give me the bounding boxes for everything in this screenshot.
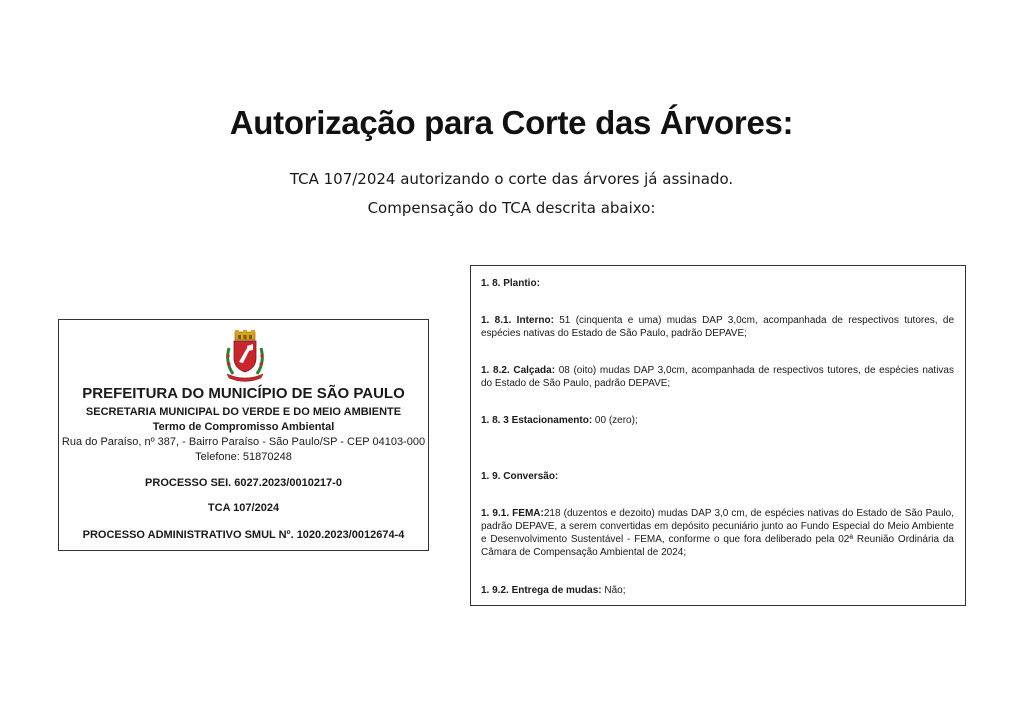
section-plantio bbox=[481, 277, 954, 290]
processo-administrativo: PROCESSO ADMINISTRATIVO SMUL Nº. 1020.2023/0012674-4 bbox=[82, 529, 405, 541]
tca-number: TCA 107/2024 bbox=[207, 502, 280, 514]
item-entrega-mudas bbox=[481, 584, 954, 597]
section-plantio-label: 1. 8. Plantio: bbox=[481, 278, 540, 289]
item-entrega-text: Não; bbox=[601, 585, 626, 596]
item-estacionamento bbox=[481, 414, 954, 427]
item-calcada-text: 08 (oito) mudas DAP 3,0cm, acompanhada de respectivos tutores, de espécies nativas do Estado de São Paulo, padrão DEPAVE; bbox=[481, 365, 954, 389]
item-calcada-label: 1. 8.2. Calçada: bbox=[481, 365, 556, 376]
item-interno-text: 51 (cinquenta e uma) mudas DAP 3,0cm, acompanhada de respectivos tutores, de espécies nativas do Estado de São Paulo, padrão DEPAVE; bbox=[481, 315, 955, 339]
item-fema-label: 1. 9.1. FEMA: bbox=[481, 508, 544, 519]
secretaria-name: SECRETARIA MUNICIPAL DO VERDE E DO MEIO AMBIENTE bbox=[85, 406, 402, 418]
item-interno-label: 1. 8.1. Interno: bbox=[481, 315, 554, 326]
item-interno bbox=[481, 314, 954, 340]
section-conversao-label: 1. 9. Conversão: bbox=[481, 471, 559, 482]
page-subtitle-compensation: Compensação do TCA descrita abaixo: bbox=[367, 199, 656, 217]
processo-sei: PROCESSO SEI. 6027.2023/0010217-0 bbox=[145, 477, 342, 489]
section-conversao bbox=[481, 470, 954, 483]
prefeitura-name: PREFEITURA DO MUNICÍPIO DE SÃO PAULO bbox=[82, 385, 405, 402]
item-fema-text: 218 (duzentos e dezoito) mudas DAP 3,0 cm, de espécies nativas do Estado de São Paulo, padrão DEPAVE, a serem convertidas em depósito pecuniário junto ao Fundo Especial do Meio Ambiente e Desenvolvimento Sustentável - FEMA, conforme o que fora deliberado pela 02ª Reunião Ordinária da Câmara de Compensação Ambiental de 2024; bbox=[481, 508, 954, 558]
compensation-card bbox=[470, 265, 966, 606]
tca-header-card bbox=[58, 319, 429, 551]
page-title: Autorização para Corte das Árvores: bbox=[229, 104, 794, 141]
address: Rua do Paraíso, nº 387, - Bairro Paraíso - São Paulo/SP - CEP 04103-000 bbox=[61, 436, 426, 448]
item-estacionamento-label: 1. 8. 3 Estacionamento: bbox=[481, 415, 593, 426]
page-subtitle-signed: TCA 107/2024 autorizando o corte das árvores já assinado. bbox=[289, 170, 734, 188]
sao-paulo-coat-of-arms-icon bbox=[223, 330, 267, 382]
item-estacionamento-text: 00 (zero); bbox=[592, 415, 638, 426]
item-calcada bbox=[481, 364, 954, 390]
item-entrega-label: 1. 9.2. Entrega de mudas: bbox=[481, 585, 602, 596]
phone: Telefone: 51870248 bbox=[195, 451, 292, 463]
item-fema bbox=[481, 507, 954, 559]
termo-title: Termo de Compromisso Ambiental bbox=[152, 421, 335, 433]
